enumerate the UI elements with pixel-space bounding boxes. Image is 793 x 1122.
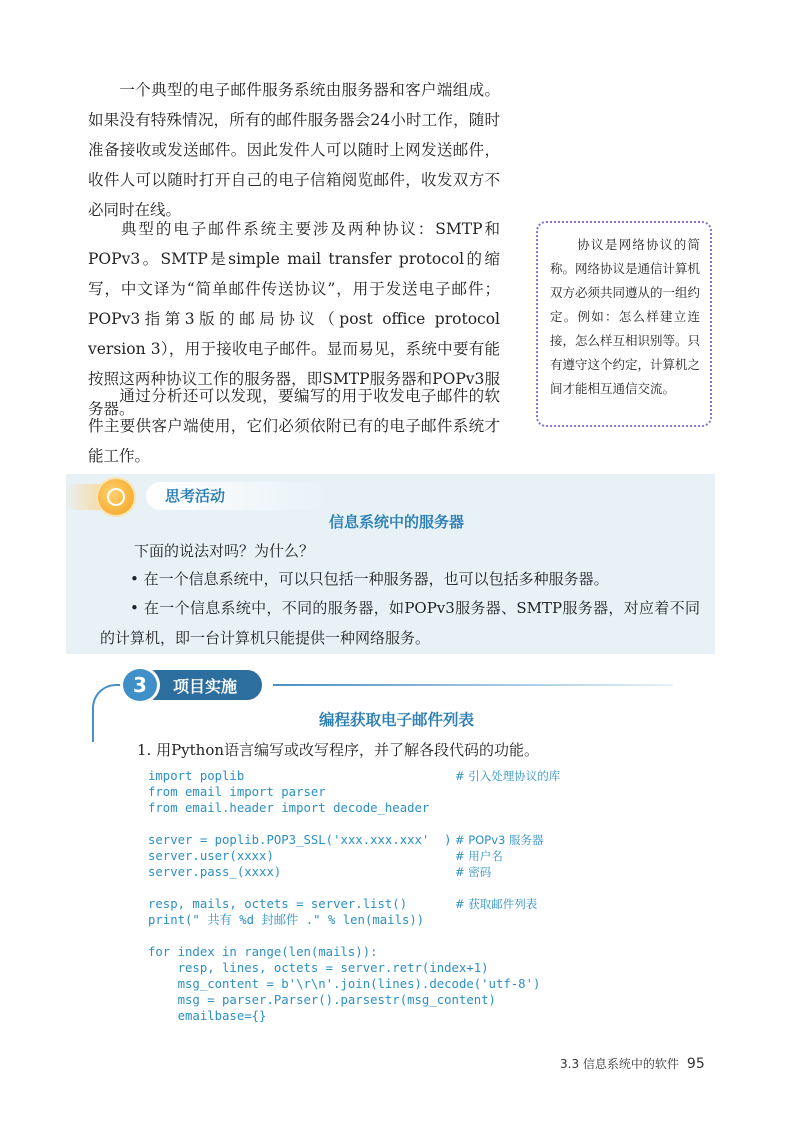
think-bullet-1: • 在一个信息系统中，可以只包括一种服务器，也可以包括多种服务器。	[130, 570, 609, 588]
code-line	[148, 960, 540, 976]
project-label: 项目实施	[173, 677, 238, 696]
footer-section: 3.3 信息系统中的软件	[560, 1057, 679, 1071]
think-activity-icon	[98, 479, 134, 515]
code-line	[148, 880, 540, 896]
code-comment: # 引入处理协议的库	[455, 769, 561, 783]
code-text: msg_content = b'\r\n'.join(lines).decode('utf-8')	[148, 977, 541, 991]
code-comment: # 密码	[455, 865, 492, 879]
code-comment: # 获取邮件列表	[455, 897, 538, 911]
think-bullet-2: • 在一个信息系统中，不同的服务器，如POPv3服务器、SMTP服务器，对应着不同的计算机，即一台计算机只能提供一种网络服务。	[100, 599, 700, 647]
margin-note: 协议是网络协议的简称。网络协议是通信计算机双方必须共同遵从的一组约定。例如：怎么样建立连接，怎么样互相识别等。只有遵守这个约定，计算机之间才能相互通信交流。	[536, 221, 712, 427]
code-line	[148, 896, 540, 912]
code-text: from email import parser	[148, 785, 326, 799]
paragraph-client-software: 通过分析还可以发现，要编写的用于收发电子邮件的软件主要供客户端使用，它们必须依附已有的电子邮件系统才能工作。	[88, 387, 500, 465]
code-line	[148, 768, 561, 784]
code-line	[148, 992, 540, 1008]
code-text: server.pass_(xxxx)	[148, 865, 282, 879]
project-title: 编程获取电子邮件列表	[318, 711, 474, 729]
code-text: msg = parser.Parser().parsestr(msg_content)	[148, 993, 496, 1007]
code-text: for index in range(len(mails)):	[148, 945, 378, 959]
code-listing	[148, 768, 561, 1024]
paragraph-protocols: 典型的电子邮件系统主要涉及两种协议：SMTP和POPv3。SMTP是simple mail transfer protocol的缩写，中文译为“简单邮件传送协议”，用于发送电子邮件；POPv3指第3版的邮局协议（post office protocol version 3），用于接收电子邮件。显而易见，系统中要有能按照这两种协议工作的服务器，即SMTP服务器和POPv3服务器。	[88, 220, 500, 418]
code-line	[148, 976, 540, 992]
code-line	[148, 800, 540, 816]
code-text: from email.header import decode_header	[148, 801, 430, 815]
code-line	[148, 944, 540, 960]
code-text: import poplib	[148, 769, 245, 783]
think-question: 下面的说法对吗？为什么？	[134, 542, 315, 560]
code-line	[148, 832, 544, 848]
code-line	[148, 848, 540, 864]
code-line	[148, 928, 540, 944]
code-text: resp, lines, octets = server.retr(index+1)	[148, 961, 489, 975]
code-line	[148, 816, 540, 832]
code-text: print(" 共有 %d 封邮件 ." % len(mails))	[148, 913, 425, 927]
think-activity-title: 信息系统中的服务器	[328, 513, 464, 531]
code-line	[148, 1008, 540, 1024]
page-footer	[560, 1055, 705, 1072]
project-number-icon: 3	[120, 666, 160, 704]
paragraph-servers: 一个典型的电子邮件服务系统由服务器和客户端组成。如果没有特殊情况，所有的邮件服务器会24小时工作，随时准备接收或发送邮件。因此发件人可以随时上网发送邮件，收件人可以随时打开自己的电子信箱阅览邮件，收发双方不必同时在线。	[88, 81, 500, 219]
code-line	[148, 784, 540, 800]
project-decoration-line	[273, 684, 673, 686]
code-text: emailbase={}	[148, 1009, 267, 1023]
code-text: resp, mails, octets = server.list()	[148, 897, 408, 911]
code-line	[148, 864, 540, 880]
code-text: server = poplib.POP3_SSL('xxx.xxx.xxx' )	[148, 833, 452, 847]
code-comment: # POPv3 服务器	[455, 833, 544, 847]
step-1: 1. 用Python语言编写或改写程序，并了解各段代码的功能。	[137, 741, 540, 759]
code-line	[148, 912, 540, 928]
page-number: 95	[686, 1056, 705, 1072]
code-comment: # 用户名	[455, 849, 503, 863]
code-text: server.user(xxxx)	[148, 849, 274, 863]
think-activity-label: 思考活动	[165, 487, 226, 505]
